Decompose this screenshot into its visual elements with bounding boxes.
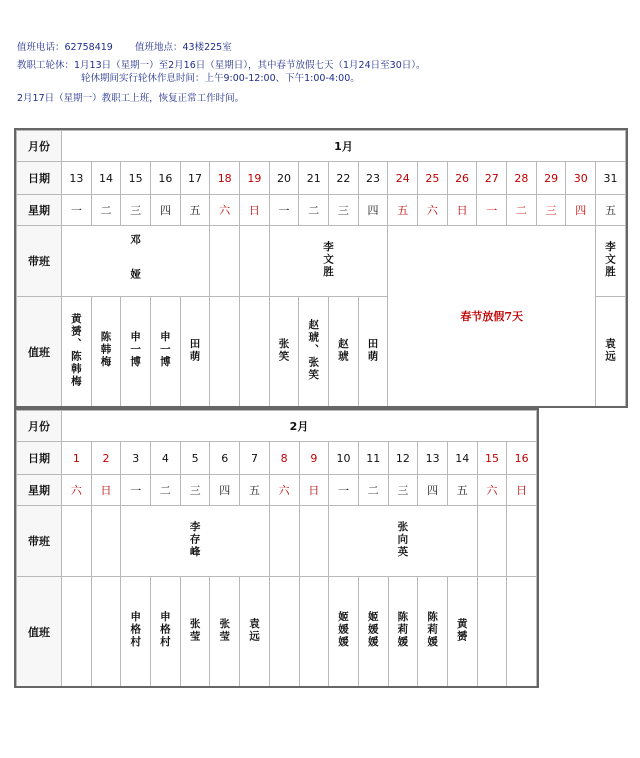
row-label-weekday: 星期 <box>17 195 62 226</box>
row-label-weekday: 星期 <box>17 475 62 506</box>
january-schedule-table <box>16 130 626 407</box>
duty-cell <box>240 577 270 687</box>
weekday-cell: 四 <box>566 195 596 226</box>
leader-cell <box>596 226 626 297</box>
date-cell: 23 <box>358 162 388 195</box>
holiday-label: 春节放假7天 <box>460 310 524 323</box>
date-cell: 16 <box>151 162 181 195</box>
leader-cell <box>507 506 537 577</box>
leader-name: 张向英 <box>396 520 409 559</box>
duty-cell <box>180 297 210 407</box>
duty-name: 申一博 <box>129 331 142 369</box>
duty-name: 黄赟 <box>455 617 468 643</box>
duty-cell <box>210 577 240 687</box>
duty-name: 姬媛媛 <box>337 611 350 649</box>
duty-name: 陈莉媛 <box>426 611 439 649</box>
weekday-cell: 五 <box>388 195 418 226</box>
rotation-notice: 教职工轮休：1月13日（星期一）至2月16日（星期日），其中春节放假七天（1月24日至30日）。 <box>17 60 426 71</box>
duty-phone: 值班电话：62758419 <box>17 42 113 53</box>
weekday-cell: 五 <box>596 195 626 226</box>
date-cell: 21 <box>299 162 329 195</box>
date-cell: 26 <box>447 162 477 195</box>
duty-cell <box>210 297 240 407</box>
weekday-cell: 五 <box>180 195 210 226</box>
duty-cell <box>418 577 448 687</box>
leader-name: 邓 娅 <box>129 234 142 285</box>
duty-name: 申格村 <box>158 611 171 649</box>
leader-cell <box>329 506 477 577</box>
duty-name: 申格村 <box>129 611 142 649</box>
leader-cell <box>299 506 329 577</box>
duty-name: 田萌 <box>366 337 379 363</box>
weekday-cell: 日 <box>299 475 329 506</box>
weekday-cell: 一 <box>477 195 507 226</box>
weekday-cell: 一 <box>62 195 92 226</box>
duty-name: 赵琥、张笑 <box>307 318 320 382</box>
date-cell: 24 <box>388 162 418 195</box>
duty-name: 张莹 <box>218 617 231 643</box>
leader-cell <box>477 506 507 577</box>
date-cell: 19 <box>240 162 270 195</box>
weekday-cell: 三 <box>329 195 359 226</box>
weekday-cell: 三 <box>536 195 566 226</box>
weekday-cell: 六 <box>477 475 507 506</box>
weekday-cell: 二 <box>91 195 121 226</box>
date-cell: 18 <box>210 162 240 195</box>
leader-cell <box>210 226 240 297</box>
weekday-cell: 三 <box>180 475 210 506</box>
date-cell: 14 <box>447 442 477 475</box>
date-cell: 27 <box>477 162 507 195</box>
duty-cell <box>358 577 388 687</box>
duty-cell <box>62 297 92 407</box>
date-cell: 22 <box>329 162 359 195</box>
duty-cell <box>62 577 92 687</box>
date-cell: 25 <box>418 162 448 195</box>
duty-cell <box>299 297 329 407</box>
leader-cell <box>269 226 388 297</box>
duty-cell <box>507 577 537 687</box>
date-cell: 13 <box>62 162 92 195</box>
date-cell: 4 <box>151 442 181 475</box>
duty-cell <box>269 297 299 407</box>
leader-name: 李文胜 <box>604 240 617 279</box>
weekday-cell: 一 <box>269 195 299 226</box>
date-cell: 7 <box>240 442 270 475</box>
row-label-month: 月份 <box>17 131 62 162</box>
duty-name: 袁远 <box>247 617 260 643</box>
duty-cell <box>151 577 181 687</box>
date-cell: 1 <box>62 442 92 475</box>
duty-cell <box>299 577 329 687</box>
rotation-hours: 轮休期间实行轮休作息时间：上午9:00-12:00、下午1:00-4:00。 <box>81 73 360 84</box>
weekday-cell: 日 <box>240 195 270 226</box>
date-cell: 13 <box>418 442 448 475</box>
row-label-date: 日期 <box>17 162 62 195</box>
duty-name: 田萌 <box>188 337 201 363</box>
weekday-cell: 一 <box>329 475 359 506</box>
duty-cell <box>358 297 388 407</box>
weekday-cell: 五 <box>447 475 477 506</box>
row-label-date: 日期 <box>17 442 62 475</box>
duty-cell <box>477 577 507 687</box>
leader-cell <box>121 506 269 577</box>
date-cell: 14 <box>91 162 121 195</box>
duty-name: 陈韩梅 <box>99 331 112 369</box>
duty-name: 陈莉媛 <box>396 611 409 649</box>
weekday-cell: 六 <box>62 475 92 506</box>
duty-cell <box>121 577 151 687</box>
weekday-cell: 日 <box>447 195 477 226</box>
duty-name: 姬媛媛 <box>366 611 379 649</box>
weekday-cell: 四 <box>151 195 181 226</box>
duty-cell <box>151 297 181 407</box>
weekday-cell: 四 <box>418 475 448 506</box>
weekday-cell: 日 <box>91 475 121 506</box>
month-title: 2月 <box>62 411 537 442</box>
weekday-cell: 二 <box>299 195 329 226</box>
duty-cell <box>269 577 299 687</box>
duty-name: 张莹 <box>188 617 201 643</box>
duty-name: 袁远 <box>604 337 617 363</box>
date-cell: 28 <box>507 162 537 195</box>
weekday-cell: 日 <box>507 475 537 506</box>
date-cell: 5 <box>180 442 210 475</box>
date-cell: 12 <box>388 442 418 475</box>
duty-cell <box>388 577 418 687</box>
date-cell: 20 <box>269 162 299 195</box>
leader-name: 李文胜 <box>322 240 335 279</box>
weekday-cell: 五 <box>240 475 270 506</box>
weekday-cell: 二 <box>358 475 388 506</box>
date-cell: 17 <box>180 162 210 195</box>
date-cell: 9 <box>299 442 329 475</box>
date-cell: 10 <box>329 442 359 475</box>
duty-name: 黄赟、陈韩梅 <box>69 312 82 388</box>
duty-place: 值班地点：43楼225室 <box>135 42 232 53</box>
duty-cell <box>121 297 151 407</box>
date-cell: 16 <box>507 442 537 475</box>
duty-cell <box>240 297 270 407</box>
holiday-cell <box>388 226 596 407</box>
weekday-cell: 三 <box>121 195 151 226</box>
weekday-cell: 二 <box>151 475 181 506</box>
date-cell: 31 <box>596 162 626 195</box>
duty-name: 赵琥 <box>336 337 349 363</box>
duty-cell <box>596 297 626 407</box>
leader-cell <box>240 226 270 297</box>
weekday-cell: 四 <box>210 475 240 506</box>
leader-cell <box>62 226 210 297</box>
resume-notice: 2月17日（星期一）教职工上班，恢复正常工作时间。 <box>17 93 245 104</box>
row-label-duty: 值班 <box>17 577 62 687</box>
month-title: 1月 <box>62 131 626 162</box>
row-label-leader: 带班 <box>17 506 62 577</box>
duty-cell <box>180 577 210 687</box>
date-cell: 6 <box>210 442 240 475</box>
date-cell: 3 <box>121 442 151 475</box>
duty-name: 张笑 <box>277 337 290 363</box>
date-cell: 30 <box>566 162 596 195</box>
row-label-duty: 值班 <box>17 297 62 407</box>
weekday-cell: 六 <box>418 195 448 226</box>
date-cell: 15 <box>121 162 151 195</box>
duty-cell <box>447 577 477 687</box>
duty-cell <box>91 297 121 407</box>
leader-name: 李存峰 <box>188 520 201 559</box>
row-label-month: 月份 <box>17 411 62 442</box>
weekday-cell: 三 <box>388 475 418 506</box>
duty-cell <box>329 297 359 407</box>
date-cell: 2 <box>91 442 121 475</box>
date-cell: 29 <box>536 162 566 195</box>
date-cell: 8 <box>269 442 299 475</box>
duty-name: 申一博 <box>158 331 171 369</box>
duty-cell <box>329 577 359 687</box>
leader-cell <box>269 506 299 577</box>
weekday-cell: 六 <box>210 195 240 226</box>
weekday-cell: 二 <box>507 195 537 226</box>
date-cell: 15 <box>477 442 507 475</box>
weekday-cell: 四 <box>358 195 388 226</box>
row-label-leader: 带班 <box>17 226 62 297</box>
weekday-cell: 一 <box>121 475 151 506</box>
duty-cell <box>91 577 121 687</box>
february-schedule-table <box>16 410 537 687</box>
date-cell: 11 <box>358 442 388 475</box>
leader-cell <box>91 506 121 577</box>
leader-cell <box>62 506 92 577</box>
weekday-cell: 六 <box>269 475 299 506</box>
